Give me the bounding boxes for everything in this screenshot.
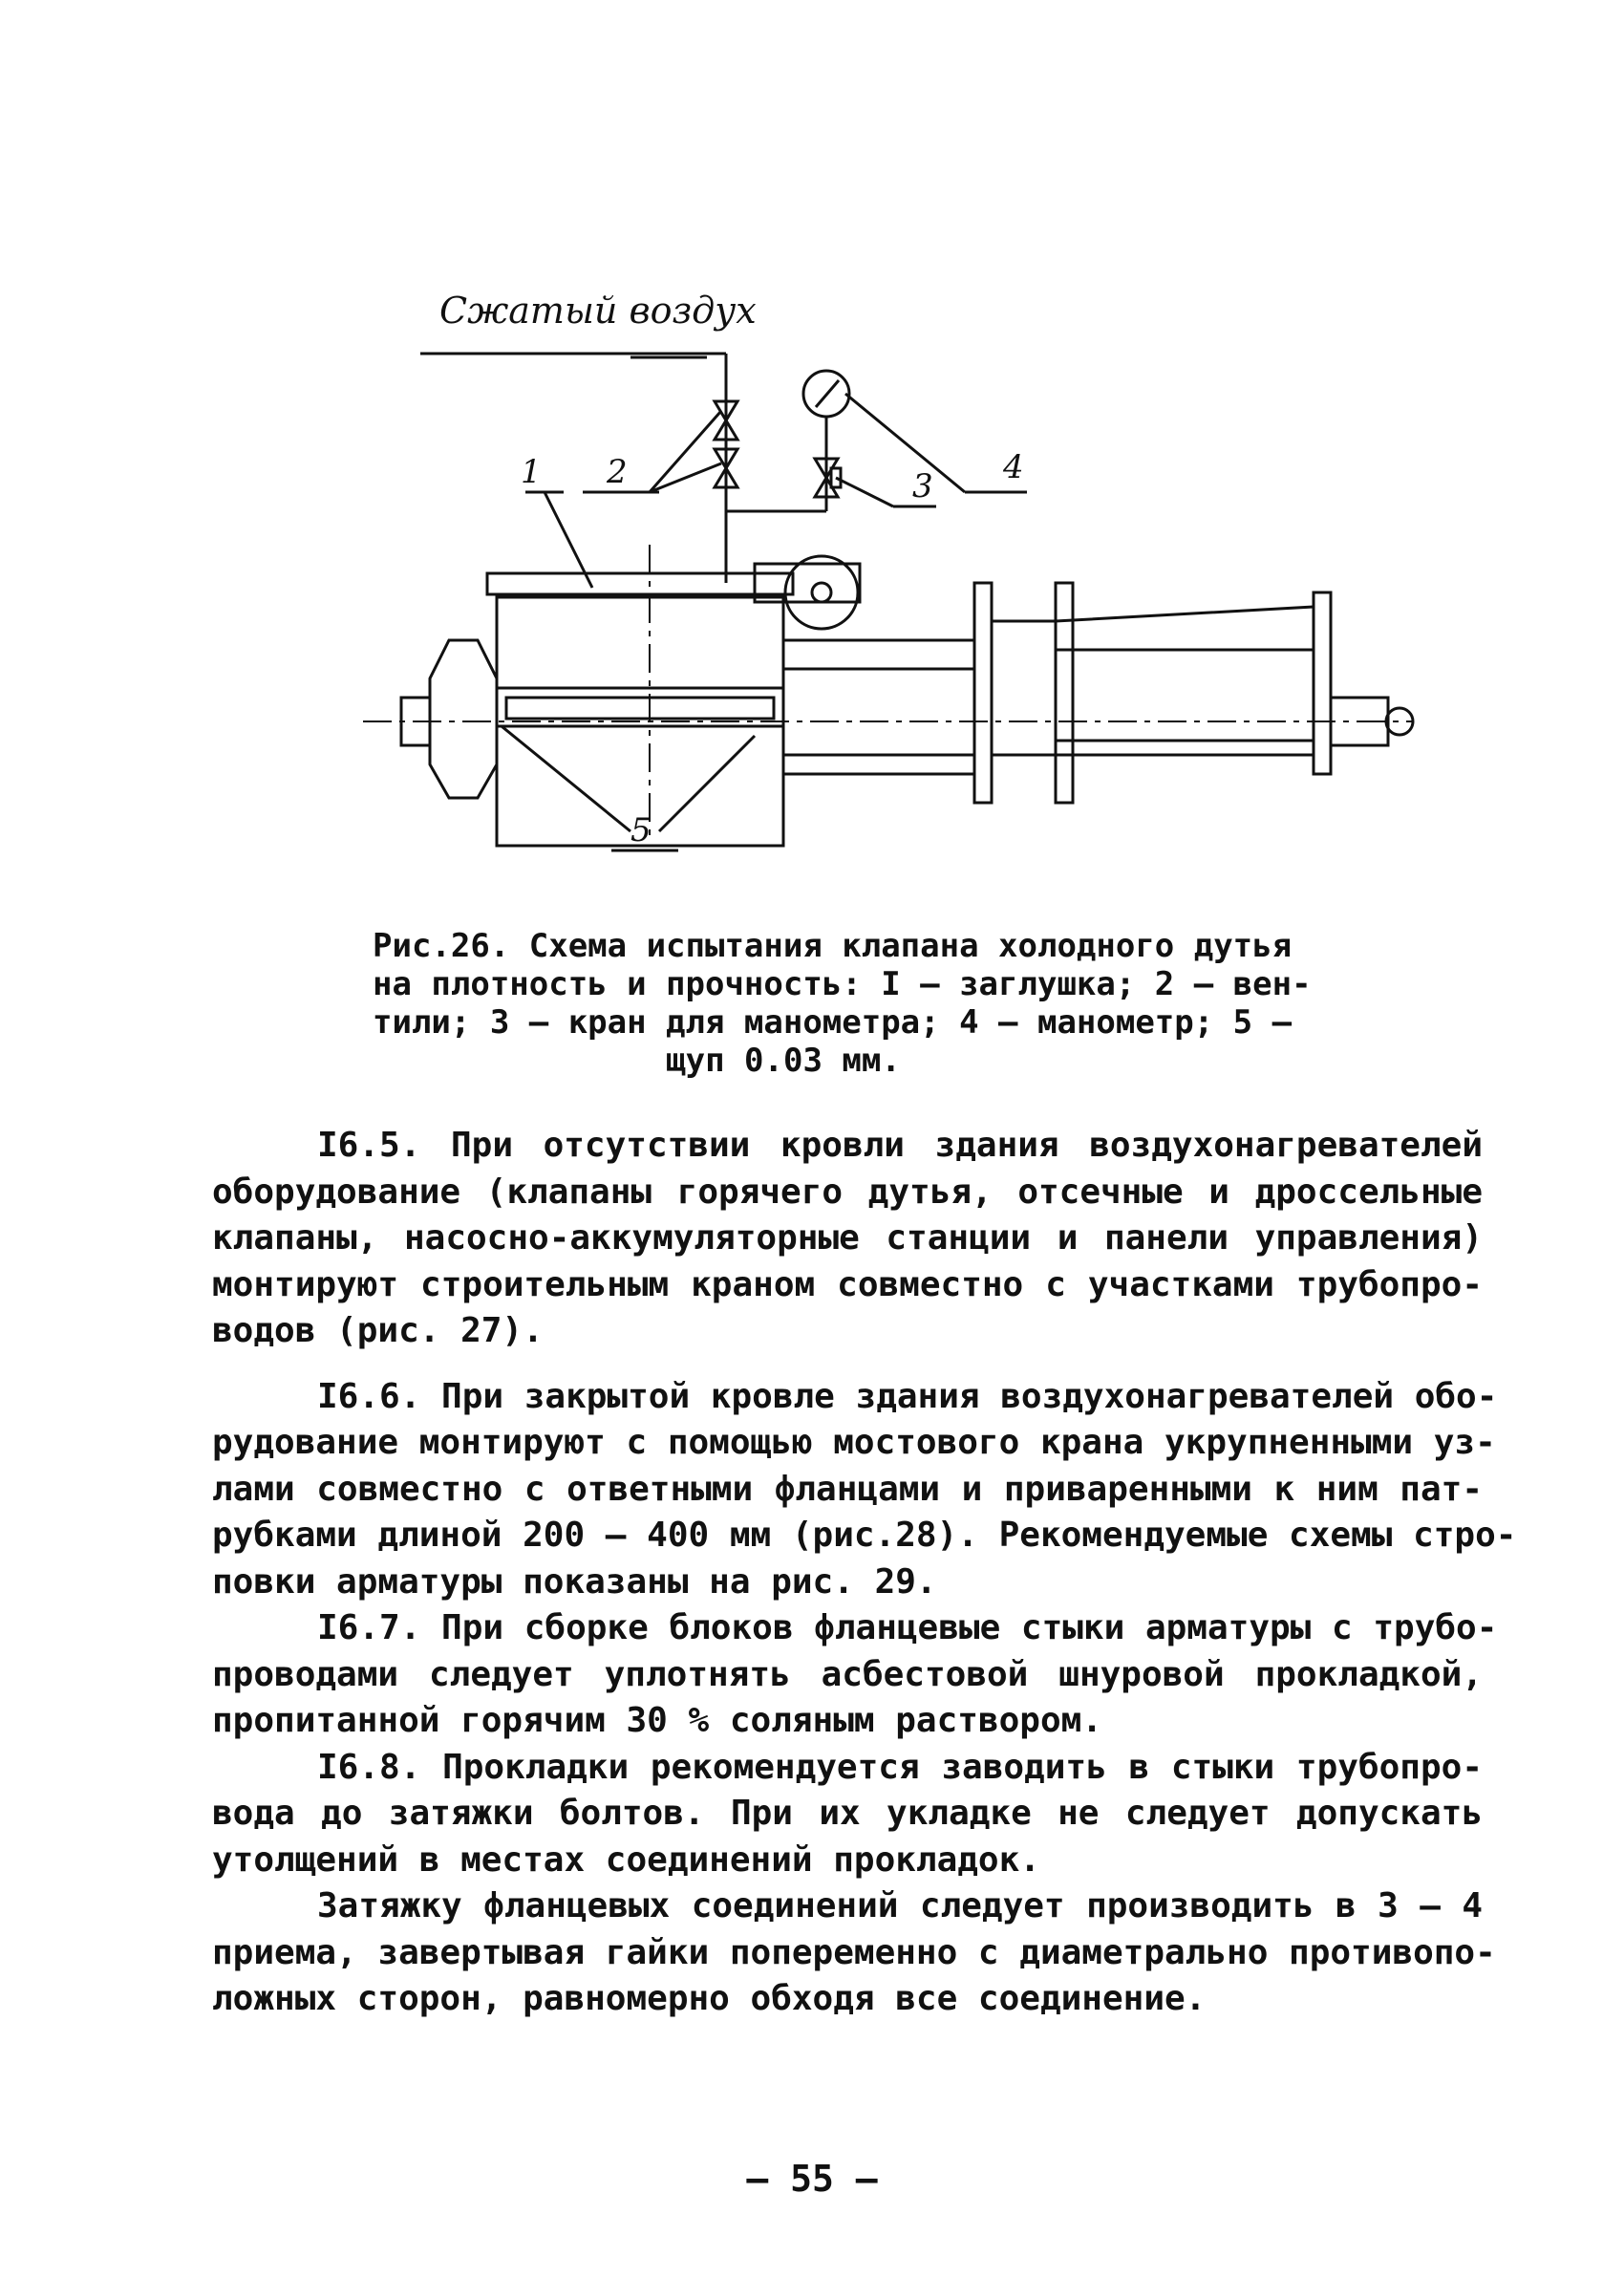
paragraph-line: пропитанной горячим 30 % соляным раствором. xyxy=(212,1701,1102,1740)
paragraph-line: лами совместно с ответными фланцами и приваренными к ним пат- xyxy=(212,1469,1483,1509)
caption-line: Рис.26. Схема испытания клапана холодного дутья xyxy=(373,927,1293,965)
paragraph-line: повки арматуры показаны на рис. 29. xyxy=(212,1561,937,1602)
paragraph-line: монтируют строительным краном совместно с участками трубопро- xyxy=(212,1264,1483,1304)
paragraph-line: оборудование (клапаны горячего дутья, отсечные и дроссельные xyxy=(212,1172,1483,1212)
paragraph-line: проводами следует уплотнять асбестовой шнуровой прокладкой, xyxy=(212,1654,1483,1694)
callout-5: 5 xyxy=(630,811,652,850)
paragraph-line: Затяжку фланцевых соединений следует производить в 3 – 4 xyxy=(317,1886,1483,1925)
page-number: – 55 – xyxy=(746,2158,878,2200)
flange xyxy=(974,583,992,803)
caption-line: на плотность и прочность: I – заглушка; 2 – вен- xyxy=(373,965,1312,1003)
paragraph-line: клапаны, насосно-аккумуляторные станции и панели управления) xyxy=(212,1218,1483,1258)
callout-3: 3 xyxy=(912,467,933,505)
caption-line: щуп 0.03 мм. xyxy=(666,1042,901,1080)
paragraph-line: водов (рис. 27). xyxy=(212,1311,544,1350)
plug-housing xyxy=(487,573,793,594)
callout-4: 4 xyxy=(1003,448,1024,486)
callout-1: 1 xyxy=(521,453,542,491)
paragraph-line: I6.7. При сборке блоков фланцевые стыки арматуры с трубо- xyxy=(317,1608,1498,1647)
valve-test-schematic xyxy=(344,277,1433,870)
drive-icon xyxy=(785,556,858,629)
callout-2: 2 xyxy=(607,453,628,491)
caption-line: тили; 3 – кран для манометра; 4 – манометр; 5 – xyxy=(373,1003,1293,1042)
body-text xyxy=(212,1123,1517,2023)
paragraph-line: вода до затяжки болтов. При их укладке не следует допускать xyxy=(212,1794,1483,1833)
paragraph-line: рудование монтируют с помощью мостового крана укрупненными уз- xyxy=(212,1423,1496,1462)
paragraph-line: утолщений в местах соединений прокладок. xyxy=(212,1839,1040,1880)
paragraph-line: I6.5. При отсутствии кровли здания воздухонагревателей xyxy=(317,1126,1483,1165)
compressed-air-label: Сжатый воздух xyxy=(439,290,757,332)
paragraph-line: рубками длиной 200 – 400 мм (рис.28). Рекомендуемые схемы стро- xyxy=(212,1516,1517,1555)
figure-caption xyxy=(373,927,1385,1080)
end-cap xyxy=(430,640,497,798)
paragraph-line: приема, завертывая гайки попеременно с диаметрально противопо- xyxy=(212,1932,1496,1972)
paragraph-line: I6.6. При закрытой кровле здания воздухонагревателей обо- xyxy=(317,1376,1498,1416)
paragraph-line: I6.8. Прокладки рекомендуется заводить в стыки трубопро- xyxy=(317,1747,1483,1787)
paragraph-line: ложных сторон, равномерно обходя все соединение. xyxy=(212,1979,1207,2018)
